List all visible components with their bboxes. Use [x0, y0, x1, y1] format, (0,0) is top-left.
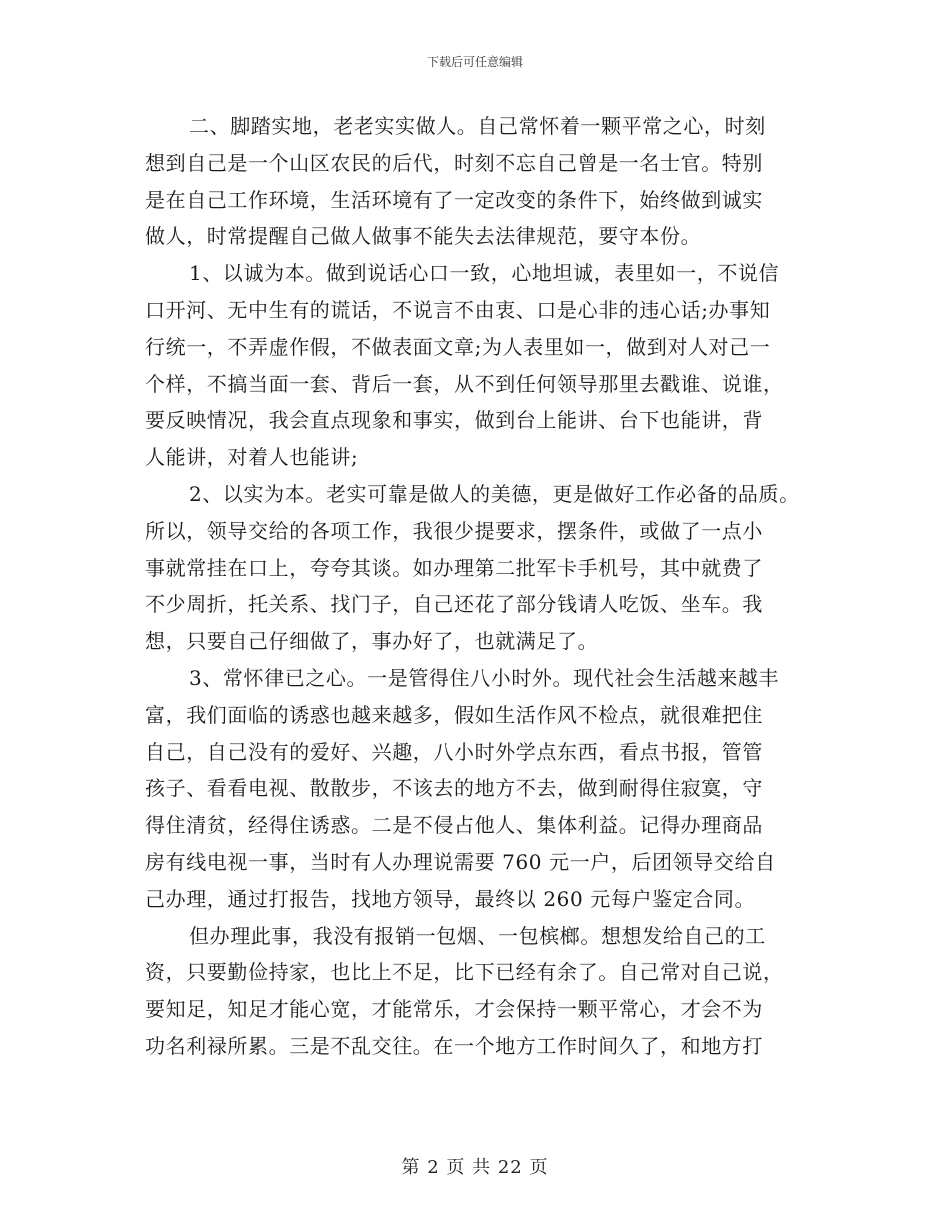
header-note: 下载后可任意编辑 [426, 55, 523, 69]
paragraph-line: 3、常怀律已之心。一是管得住八小时外。现代社会生活越来越丰 [189, 665, 780, 690]
paragraph-line: 得住清贫，经得住诱惑。二是不侵占他人、集体利益。记得办理商品 [145, 813, 763, 838]
paragraph-line: 资，只要勤俭持家，也比上不足，比下已经有余了。自己常对自己说， [145, 960, 784, 985]
document-body [145, 108, 810, 1065]
paragraph-line: 要知足，知足才能心宽，才能常乐，才会保持一颗平常心，才会不为 [145, 997, 763, 1022]
paragraph-line: 功名利禄所累。三是不乱交往。在一个地方工作时间久了，和地方打 [145, 1033, 763, 1058]
paragraph-line: 事就常挂在口上，夸夸其谈。如办理第二批军卡手机号，其中就费了 [145, 555, 763, 580]
paragraph-line: 做人，时常提醒自己做人做事不能失去法律规范，要守本份。 [145, 224, 702, 249]
paragraph-line: 不少周折，托关系、找门子，自己还花了部分钱请人吃饭、坐车。我 [145, 592, 763, 617]
paragraph-line: 行统一，不弄虚作假，不做表面文章;为人表里如一，做到对人对己一 [145, 334, 771, 359]
paragraph-line: 想到自己是一个山区农民的后代，时刻不忘自己曾是一名士官。特别 [145, 150, 763, 175]
page-number-footer: 第 2 页 共 22 页 [401, 1157, 549, 1178]
paragraph-line: 1、以诚为本。做到说话心口一致，心地坦诚，表里如一，不说信 [189, 261, 780, 286]
paragraph-line: 2、以实为本。老实可靠是做人的美德，更是做好工作必备的品质。 [189, 481, 800, 506]
paragraph-line: 己办理，通过打报告，找地方领导，最终以 260 元每户鉴定合同。 [145, 886, 756, 911]
paragraph-line: 二、脚踏实地，老老实实做人。自己常怀着一颗平常之心，时刻 [189, 114, 766, 138]
paragraph-line: 孩子、看看电视、散散步，不该去的地方不去，做到耐得住寂寞，守 [145, 776, 763, 801]
paragraph-line: 自己，自己没有的爱好、兴趣，八小时外学点东西，看点书报，管管 [145, 739, 763, 764]
paragraph-line: 富，我们面临的诱惑也越来越多，假如生活作风不检点，就很难把住 [145, 702, 763, 727]
paragraph-line: 要反映情况，我会直点现象和事实，做到台上能讲、台下也能讲，背 [145, 408, 763, 433]
paragraph-line: 个样，不搞当面一套、背后一套，从不到任何领导那里去戳谁、说谁， [145, 371, 784, 396]
paragraph-line: 所以，领导交给的各项工作，我很少提要求，摆条件，或做了一点小 [145, 518, 763, 543]
paragraph-line: 但办理此事，我没有报销一包烟、一包槟榔。想想发给自己的工 [189, 923, 766, 948]
paragraph-line: 想，只要自己仔细做了，事办好了，也就满足了。 [145, 629, 599, 654]
paragraph-line: 口开河、无中生有的谎话，不说言不由衷、口是心非的违心话;办事知 [145, 297, 771, 322]
paragraph-line: 房有线电视一事，当时有人办理说需要 760 元一户，后团领导交给自 [145, 849, 776, 874]
paragraph-line: 是在自己工作环境，生活环境有了一定改变的条件下，始终做到诚实 [145, 187, 763, 212]
paragraph-line: 人能讲，对着人也能讲; [145, 445, 359, 470]
